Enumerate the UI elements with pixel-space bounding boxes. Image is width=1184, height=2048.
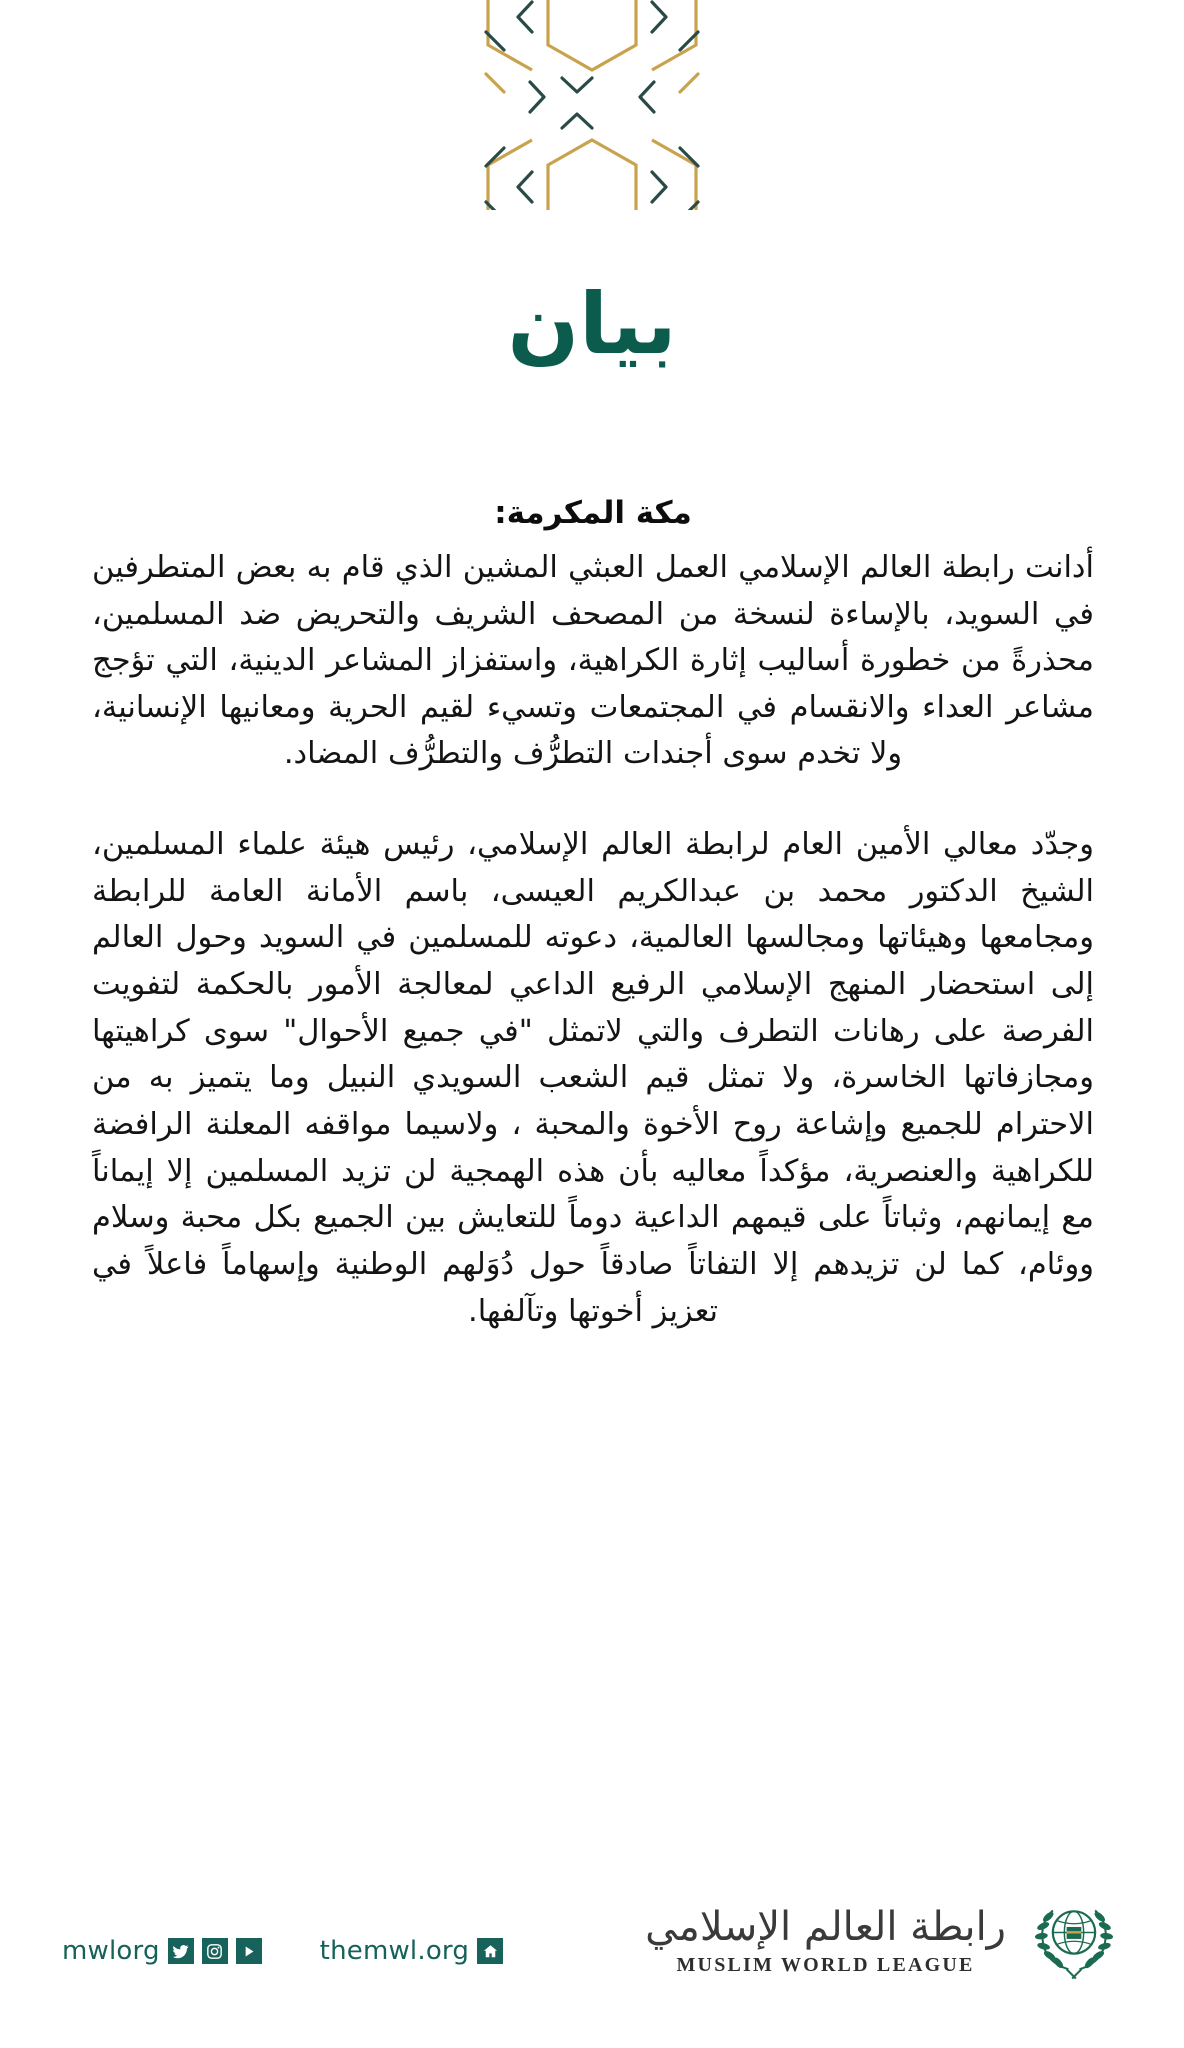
statement-paragraph-2: وجدّد معالي الأمين العام لرابطة العالم الإسلامي، رئيس هيئة علماء المسلمين، الشيخ الدكتور محمد بن عبدالكريم العيسى، باسم الأمانة العامة للرابطة ومجامعها وهيئاتها ومجالسها العالمية، دعوته للمسلمين في السويد وحول العالم إلى استحضار المنهج الإسلامي الرفيع الداعي لمعالجة الأمور بالحكمة لتفويت الفرصة على رهانات التطرف والتي لاتمثل "في جميع الأحوال" سوى كراهيتها ومجازفاتها الخاسرة، ولا تمثل قيم الشعب السويدي النبيل وما يتميز به من الاحترام للجميع وإشاعة روح الأخوة والمحبة ، ولاسيما مواقفه المعلنة الرافضة للكراهية والعنصرية، مؤكداً معاليه بأن هذه الهمجية لن تزيد المسلمين إلا إيماناً مع إيمانهم، وثباتاً على قيمهم الداعية دوماً للتعايش بين الجميع بكل محبة وسلام ووئام، كما لن تزيدهم إلا التفاتاً صادقاً حول دُوَلهم الوطنية وإسهاماً فاعلاً في تعزيز أخوتها وتآلفها. <box>92 827 1094 1329</box>
page-title-wrapper <box>0 275 1184 373</box>
twitter-icon[interactable] <box>168 1938 194 1964</box>
website-link-group[interactable] <box>318 1936 503 1966</box>
organization-logo <box>645 1892 1120 1988</box>
logo-arabic-name: رابطة العالم الإسلامي <box>645 1903 1006 1950</box>
instagram-icon[interactable] <box>202 1938 228 1964</box>
statement-body <box>92 493 1094 1335</box>
logo-text-group <box>645 1904 1006 1977</box>
statement-paragraph-1: أدانت رابطة العالم الإسلامي العمل العبثي المشين الذي قام به بعض المتطرفين في السويد، بالإساءة لنسخة من المصحف الشريف والتحريض ضد المسلمين، محذرةً من خطورة أساليب إثارة الكراهية، واستفزاز المشاعر الدينية، التي تؤجج مشاعر العداء والانقسام في المجتمعات وتسيء لقيم الحرية ومعانيها الإنسانية، ولا تخدم سوى أجندات التطرُّف والتطرُّف المضاد. <box>92 549 1094 772</box>
website-label: themwl.org <box>319 1936 470 1966</box>
logo-english-name: MUSLIM WORLD LEAGUE <box>676 1953 975 1976</box>
page-title: بيان <box>507 275 677 373</box>
geometric-pattern-icon <box>472 0 712 210</box>
youtube-icon[interactable] <box>236 1938 262 1964</box>
social-links-row <box>60 1936 503 1966</box>
social-handle-label: mwlorg <box>62 1936 160 1966</box>
page-footer <box>0 1838 1184 2048</box>
dateline: مكة المكرمة: <box>494 495 692 531</box>
home-icon[interactable] <box>477 1938 503 1964</box>
mwl-emblem-icon <box>1028 1892 1120 1988</box>
decorative-ornament-band <box>0 0 1184 210</box>
